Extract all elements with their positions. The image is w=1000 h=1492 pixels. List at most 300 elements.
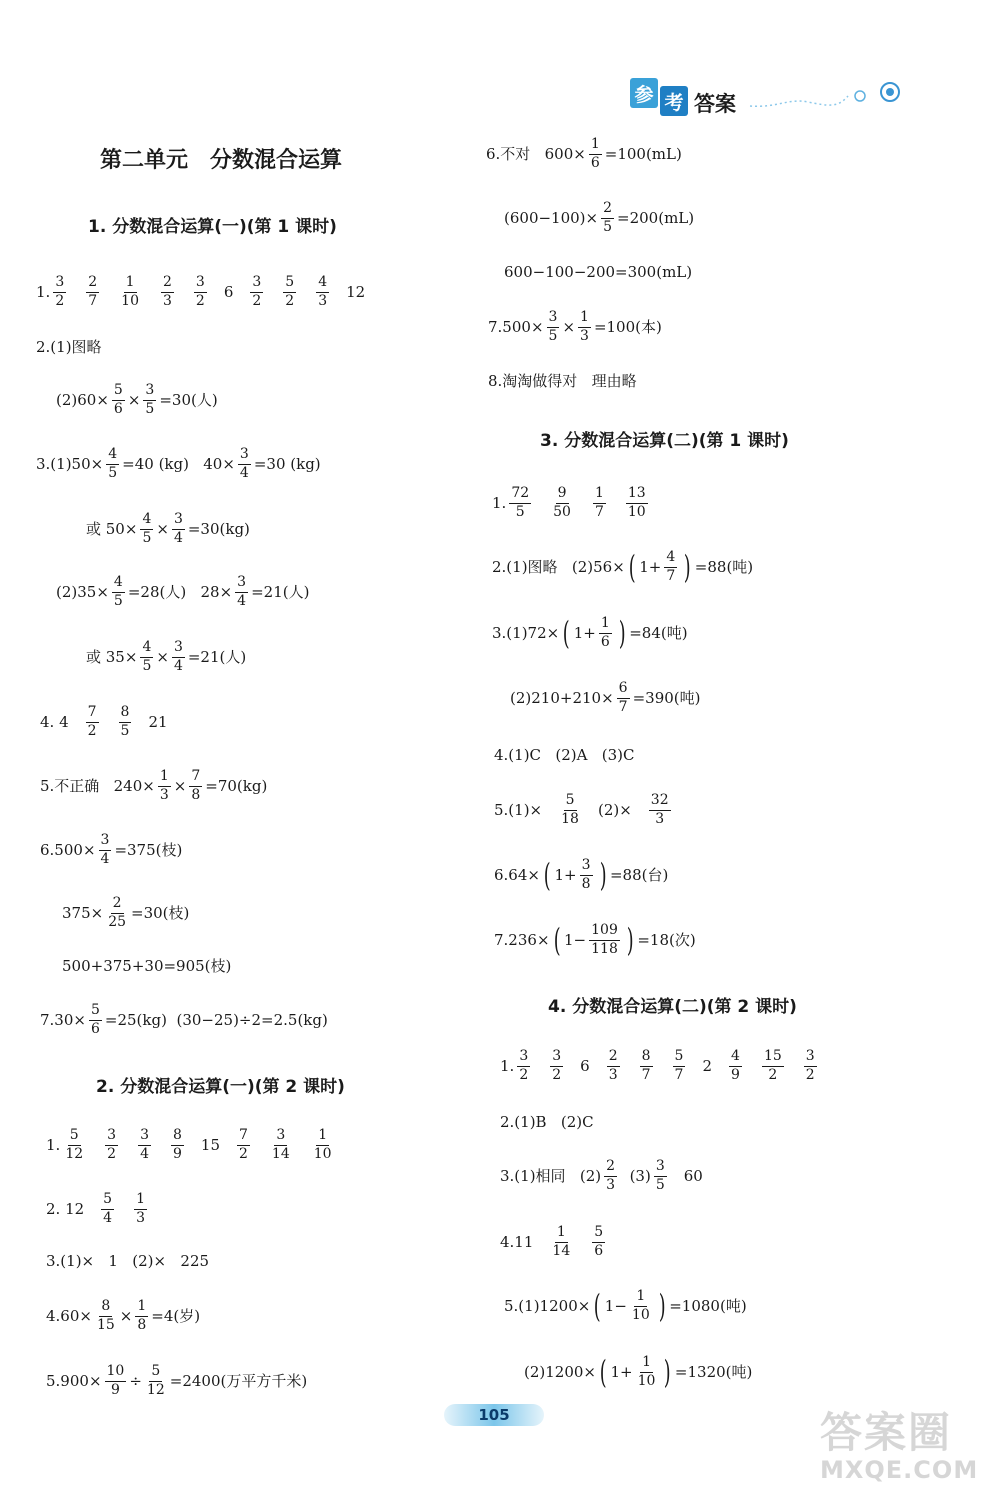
fraction-numerator: 2 [601,201,614,218]
answer-text: × [156,519,169,538]
fraction [804,1049,817,1082]
fraction [143,383,156,416]
fraction-denominator: 5 [655,1176,665,1193]
fraction-numerator: 3 [172,512,185,529]
answer-text: =30 (kg) [253,454,321,473]
page-number: 105 [444,1404,544,1426]
answer-line [504,200,695,235]
fraction-numerator: 3 [547,310,560,327]
answer-text: 或 35× [86,647,138,666]
fraction-numerator: 109 [589,923,620,940]
fraction [550,1225,572,1258]
answer-text: (3) [620,1166,651,1185]
fraction [601,201,614,234]
fraction-numerator: 3 [235,575,248,592]
fraction-numerator: 2 [604,1159,617,1176]
answer-text: =30(枝) [131,903,190,922]
fraction-numerator: 4 [140,512,153,529]
fraction [589,137,602,170]
answer-line [46,1298,201,1333]
badge-kao: 考 [660,86,688,116]
fraction-numerator: 6 [617,681,630,698]
answer-text: =28(人) 28× [127,582,233,601]
answer-text: 5.(1)× [494,800,543,819]
fraction [316,275,329,308]
fraction-numerator: 1 [634,1289,647,1306]
answer-text: 2 [702,1056,713,1075]
answer-line [492,548,754,586]
fraction-numerator: 5 [592,1225,605,1242]
answer-line [504,1287,747,1325]
answer-text: =88(吨) [694,557,754,576]
answer-text: 12 [346,282,366,301]
answer-line [494,740,634,770]
answer-text: 4.11 [500,1232,534,1251]
answer-text: =30(人) [159,390,218,409]
fraction [599,616,612,649]
fraction-denominator: 118 [591,940,618,957]
fraction-numerator: 4 [106,447,119,464]
answer-text: 60 [683,1166,703,1185]
fraction-denominator: 6 [594,1242,604,1259]
fraction [636,1355,658,1388]
answer-line [510,680,701,715]
answer-text: 6.500× [40,840,96,859]
fraction [105,1128,118,1161]
fraction [106,447,119,480]
fraction-denominator: 4 [100,850,110,867]
big-parenthesis: ) [684,548,691,586]
answer-line [500,1107,594,1137]
fraction-denominator: 12 [65,1145,84,1162]
answer-text: 8.淘淘做得对 理由略 [488,371,637,390]
answer-line [524,1353,753,1391]
fraction-numerator: 7 [86,705,99,722]
fraction [237,1128,250,1161]
fraction [607,1049,620,1082]
fraction-denominator: 6 [590,154,600,171]
answer-line [500,1048,820,1083]
answer-text: =375(枝) [114,840,183,859]
fraction [194,275,207,308]
answer-text: =40 (kg) 40× [122,454,235,473]
answer-line [40,832,183,867]
fraction-numerator: 4 [664,550,677,567]
fraction-numerator: 5 [112,383,125,400]
fraction [161,275,174,308]
fraction-denominator: 5 [548,327,558,344]
answer-text: 5.900× [46,1371,102,1390]
answer-line [56,382,218,417]
fraction-denominator: 8 [191,786,201,803]
fraction-numerator: 5 [89,1003,102,1020]
fraction-numerator: 2 [86,275,99,292]
fraction-denominator: 3 [655,810,665,827]
answer-text: × [173,776,187,795]
answer-line [504,257,692,287]
answer-text: 2.(1)图略 [36,337,102,356]
fraction [589,923,620,956]
fraction-numerator: 1 [158,769,171,786]
fraction [550,1049,563,1082]
answer-text: =100(mL) [604,144,682,163]
fraction [119,275,141,308]
answer-text: 6.64× [494,865,540,884]
answer-text: 4.60× [46,1306,92,1325]
answer-text: =21(人) [187,647,247,666]
answer-text: 或 50× [86,519,138,538]
fraction-denominator: 10 [313,1145,332,1162]
fraction [158,769,171,802]
answer-text: 1+ [639,557,662,576]
answer-text: 1. [36,282,51,301]
answer-text: 1− [564,930,587,949]
fraction-denominator: 4 [237,592,247,609]
answer-text: 1+ [554,865,577,884]
answer-text: 5.(1)1200× [504,1296,591,1315]
fraction-numerator: 8 [99,1299,112,1316]
fraction [86,275,99,308]
fraction-denominator: 3 [580,327,589,344]
big-parenthesis: ) [664,1353,672,1391]
fraction-denominator: 7 [594,503,604,520]
answer-text: 1− [604,1296,627,1315]
fraction-numerator: 3 [105,1128,118,1145]
fraction-denominator: 9 [172,1145,182,1162]
answer-text: 5.不正确 240× [40,776,155,795]
answer-text: 7.500× [488,317,544,336]
fraction-denominator: 7 [666,567,676,584]
fraction [140,640,153,673]
fraction-denominator: 8 [581,875,591,892]
fraction-numerator: 1 [599,616,612,633]
fraction-numerator: 2 [607,1049,620,1066]
answer-text: ÷ [129,1371,142,1390]
answer-text: × [562,317,576,336]
fraction-numerator: 4 [729,1049,742,1066]
answer-text: (2)× [597,800,632,819]
fraction-denominator: 14 [552,1242,571,1259]
fraction [99,833,112,866]
answer-text: =1080(吨) [669,1296,747,1315]
fraction-denominator: 9 [110,1381,120,1398]
fraction-denominator: 2 [252,292,262,309]
fraction [509,486,531,519]
answer-text: 1+ [610,1362,633,1381]
answer-line [36,446,321,481]
fraction-numerator: 5 [101,1192,114,1209]
answer-text: 1. [46,1135,61,1154]
answer-header [630,72,910,120]
fraction-numerator: 2 [111,896,124,913]
fraction-denominator: 5 [142,529,152,546]
fraction [617,681,630,714]
fraction [101,1192,114,1225]
fraction-denominator: 2 [239,1145,248,1162]
fraction-numerator: 8 [640,1049,653,1066]
answer-line [46,1191,150,1226]
fraction-numerator: 3 [250,275,263,292]
fraction [106,896,128,929]
big-parenthesis: ( [563,614,570,652]
fraction [135,1299,148,1332]
fraction-numerator: 3 [99,833,112,850]
answer-line [486,136,682,171]
big-parenthesis: ) [618,614,626,652]
fraction-numerator: 72 [509,486,531,503]
swirl-flower-icon [748,78,908,114]
fraction-numerator: 32 [649,793,671,810]
big-parenthesis: ( [553,921,561,959]
answer-line [36,274,366,309]
answer-text: =4(岁) [151,1306,201,1325]
fraction-denominator: 3 [159,786,169,803]
fraction-denominator: 2 [107,1145,117,1162]
answer-text: 500+375+30=905(枝) [62,956,232,975]
fraction-denominator: 5 [108,464,118,481]
section-title-4: 4. 分数混合运算(二)(第 2 课时) [548,997,797,1017]
fraction [654,1159,667,1192]
fraction [593,486,606,519]
answer-text: 7.30× [40,1010,86,1029]
fraction-denominator: 7 [674,1066,684,1083]
answer-text: =18(次) [637,930,696,949]
fraction-numerator: 1 [316,1128,329,1145]
fraction [762,1049,784,1082]
fraction-numerator: 3 [274,1128,287,1145]
fraction [604,1159,617,1192]
answer-line [40,704,168,739]
fraction-numerator: 3 [143,383,156,400]
fraction-numerator: 5 [149,1364,162,1381]
big-parenthesis: ( [594,1287,601,1325]
fraction-numerator: 7 [189,769,202,786]
fraction [63,1128,85,1161]
fraction-denominator: 5 [145,400,155,417]
fraction-denominator: 2 [519,1066,529,1083]
fraction [551,486,573,519]
fraction [517,1049,530,1082]
fraction-denominator: 5 [515,503,525,520]
fraction-denominator: 5 [113,592,123,609]
fraction-denominator: 2 [285,292,295,309]
watermark-line-2: MXQE.COM [820,1456,979,1484]
big-parenthesis: ) [626,921,634,959]
fraction-denominator: 7 [641,1066,651,1083]
fraction [172,640,185,673]
watermark-line-1: 答案圈 [820,1408,953,1457]
fraction-numerator: 8 [119,705,132,722]
fraction-numerator: 3 [194,275,207,292]
watermark [820,1400,978,1484]
answer-text: =25(kg) (30−25)÷2=2.5(kg) [104,1010,328,1029]
fraction-denominator: 15 [96,1316,115,1333]
answer-text: × [127,390,141,409]
fraction [112,383,125,416]
answer-line [62,951,231,981]
fraction [86,705,99,738]
answer-line [86,639,247,674]
answer-text: =1320(吨) [674,1362,753,1381]
answer-line [488,366,637,396]
fraction-denominator: 6 [90,1020,100,1037]
fraction-numerator: 5 [673,1049,686,1066]
fraction-denominator: 2 [87,722,97,739]
answer-text: 3.(1)× 1 (2)× 225 [46,1251,210,1270]
fraction-denominator: 10 [637,1372,656,1389]
answer-text: 7.236× [494,930,550,949]
answer-text: =88(台) [609,865,669,884]
fraction-denominator: 6 [113,400,123,417]
answer-text: 3.(1)72× [492,623,560,642]
fraction-numerator: 3 [238,447,251,464]
fraction [664,550,677,583]
fraction-numerator: 1 [578,310,591,327]
answer-line [40,1002,328,1037]
fraction [578,310,591,343]
answer-text: 6 [223,282,234,301]
answer-text: =390(吨) [632,688,701,707]
answer-line [492,614,688,652]
fraction [673,1049,686,1082]
fraction [134,1192,147,1225]
fraction-numerator: 1 [640,1355,653,1372]
fraction [630,1289,652,1322]
fraction [53,275,66,308]
fraction-numerator: 1 [134,1192,147,1209]
answer-text: 4. 4 [40,712,69,731]
fraction-denominator: 7 [88,292,98,309]
fraction-denominator: 5 [603,218,613,235]
fraction-denominator: 10 [631,1306,650,1323]
fraction-numerator: 4 [112,575,125,592]
fraction-denominator: 2 [805,1066,815,1083]
answer-line [500,1158,703,1193]
fraction [238,447,251,480]
big-parenthesis: ( [628,548,636,586]
answer-text: 1. [492,493,507,512]
fraction [171,1128,184,1161]
fraction [312,1128,334,1161]
fraction-denominator: 12 [146,1381,165,1398]
answer-text: 21 [148,712,168,731]
fraction-denominator: 9 [731,1066,740,1083]
answer-text: =100(本) [593,317,662,336]
fraction-numerator: 5 [283,275,296,292]
fraction-denominator: 3 [606,1176,616,1193]
fraction-denominator: 7 [618,698,628,715]
fraction [95,1299,117,1332]
answer-text: =30(kg) [187,519,250,538]
fraction-numerator: 8 [171,1128,184,1145]
answer-line [494,792,674,827]
fraction [119,705,132,738]
answer-text: 6.不对 600× [486,144,586,163]
fraction-denominator: 10 [627,503,646,520]
answer-text: 3.(1)50× [36,454,104,473]
answer-text: 375× [62,903,104,922]
fraction [547,310,560,343]
fraction [559,793,581,826]
answer-line [500,1224,608,1259]
fraction [105,1364,127,1397]
answer-line [492,485,651,520]
fraction-numerator: 13 [626,486,648,503]
answer-line [46,1127,337,1162]
fraction-numerator: 3 [654,1159,667,1176]
fraction-denominator: 6 [600,633,610,650]
fraction [189,769,202,802]
answer-text: 1. [500,1056,515,1075]
fraction [270,1128,292,1161]
fraction-numerator: 9 [556,486,569,503]
answer-text: =84(吨) [629,623,688,642]
fraction-denominator: 2 [552,1066,562,1083]
answer-text: 2.(1)图略 (2)56× [492,557,625,576]
fraction-denominator: 4 [140,1145,149,1162]
fraction-denominator: 3 [318,292,328,309]
fraction-denominator: 2 [55,292,65,309]
answer-line [46,1246,209,1276]
answer-text: 2.(1)B (2)C [500,1112,594,1131]
fraction-denominator: 2 [768,1066,778,1083]
fraction-denominator: 25 [108,913,127,930]
fraction-denominator: 3 [162,292,172,309]
answer-text: (2)1200× [524,1362,596,1381]
answer-text: =2400(万平方千米) [169,1371,308,1390]
fraction-denominator: 10 [121,292,139,309]
fraction-numerator: 1 [589,137,602,154]
fraction [640,1049,653,1082]
answer-line [62,895,190,930]
unit-title: 第二单元 分数混合运算 [100,148,343,173]
fraction [140,512,153,545]
fraction-numerator: 3 [138,1128,151,1145]
answer-text: 6 [580,1056,590,1075]
fraction [145,1364,167,1397]
answer-text: 600−100−200=300(mL) [504,262,693,281]
fraction-denominator: 3 [136,1209,146,1226]
fraction-denominator: 8 [137,1316,147,1333]
fraction [250,275,263,308]
fraction-denominator: 14 [271,1145,290,1162]
fraction [112,575,125,608]
answer-text: (2)35× [56,582,109,601]
answer-text: (2)60× [56,390,109,409]
fraction [649,793,671,826]
fraction-numerator: 4 [316,275,329,292]
answer-line [494,856,669,894]
big-parenthesis: ( [599,1353,607,1391]
answer-text: 1+ [573,623,596,642]
fraction [592,1225,605,1258]
fraction-numerator: 15 [762,1049,784,1066]
fraction-numerator: 3 [53,275,66,292]
fraction-denominator: 4 [103,1209,113,1226]
big-parenthesis: ( [543,856,551,894]
fraction-denominator: 5 [120,722,130,739]
answer-text: =70(kg) [205,776,268,795]
fraction-numerator: 3 [580,858,593,875]
fraction-numerator: 2 [161,275,174,292]
fraction-numerator: 1 [593,486,606,503]
answer-text: 2. 12 [46,1199,85,1218]
fraction-denominator: 2 [195,292,205,309]
big-parenthesis: ) [599,856,607,894]
answer-text: =21(人) [251,582,310,601]
fraction [235,575,248,608]
fraction-numerator: 10 [105,1364,127,1381]
